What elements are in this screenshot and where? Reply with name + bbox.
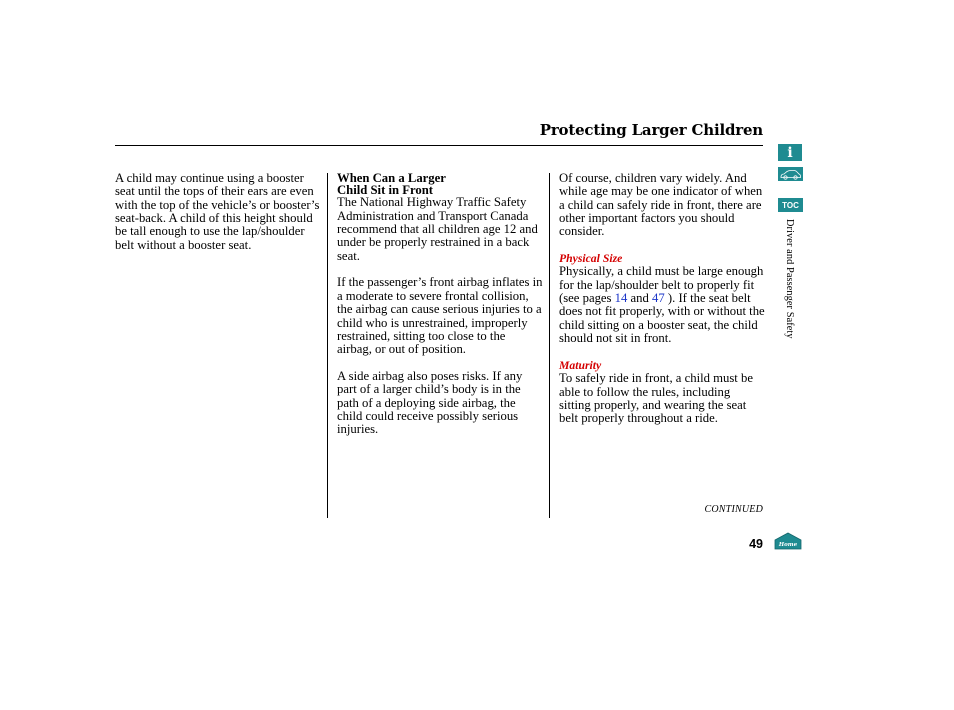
page-title: Protecting Larger Children (539, 121, 763, 139)
column-1 (115, 172, 321, 252)
physical-size-paragraph (559, 265, 765, 345)
nhtsa-paragraph: The National Highway Traffic Safety Administration and Transport Canada recommend that all children age 12 and under be properly restrained in a back seat. (337, 195, 538, 263)
page-number: 49 (749, 537, 763, 551)
column-2 (337, 172, 543, 437)
front-airbag-paragraph: If the passenger’s front airbag inflates in a moderate to severe frontal collision, the airbag can cause serious injuries to a child who is unrestrained, improperly restrained, sitting too close to the airbag, or out of position. (337, 275, 543, 357)
title-rule (115, 145, 763, 146)
continued-label: CONTINUED (704, 504, 763, 515)
physical-size-text-1: Physically, a child must be large enough for the lap/shoulder belt to properly fit (see pages (559, 264, 764, 306)
home-icon (774, 532, 802, 550)
maturity-heading: Maturity (559, 358, 602, 372)
section-heading-line-1: When Can a Larger (337, 171, 446, 185)
section-heading-line-2: Child Sit in Front (337, 183, 434, 198)
toc-label: TOC (782, 200, 799, 210)
home-label: Home (778, 541, 798, 548)
physical-size-text-3: ). If the seat belt does not fit properly, with or without the child sitting on a booster seat, the child should not sit in front. (559, 291, 765, 346)
toc-button[interactable] (778, 198, 803, 212)
section-side-label: Driver and Passenger Safety (784, 219, 795, 339)
maturity-paragraph: To safely ride in front, a child must be able to follow the rules, including sitting properly, and wearing the seat belt properly throughout a ride. (559, 371, 753, 426)
side-airbag-paragraph: A side airbag also poses risks. If any part of a larger child’s body is in the path of a deploying side airbag, the child could receive possibly serious injuries. (337, 368, 523, 437)
info-icon: i (787, 144, 793, 161)
intro-paragraph: A child may continue using a booster seat until the tops of their ears are even with the top of the vehicle’s or booster’s seat-back. A child of this height should be tall enough to use the lap/shoulder belt without a booster seat. (115, 171, 320, 252)
page-14-link[interactable]: 14 (614, 291, 628, 306)
physical-size-text-2: and (627, 291, 653, 306)
column-divider-2 (549, 173, 550, 518)
physical-size-heading: Physical Size (559, 252, 623, 266)
vehicle-index-button[interactable] (778, 167, 803, 181)
info-button[interactable] (778, 144, 802, 161)
page-47-link[interactable]: 47 (652, 291, 665, 306)
section-heading (337, 172, 543, 196)
car-icon (779, 169, 802, 180)
column-3 (559, 172, 765, 426)
column-divider-1 (327, 173, 328, 518)
home-button[interactable] (774, 532, 802, 550)
factors-intro-paragraph: Of course, children vary widely. And while age may be one indicator of when a child can safely ride in front, there are other important factors you should consider. (559, 171, 763, 239)
